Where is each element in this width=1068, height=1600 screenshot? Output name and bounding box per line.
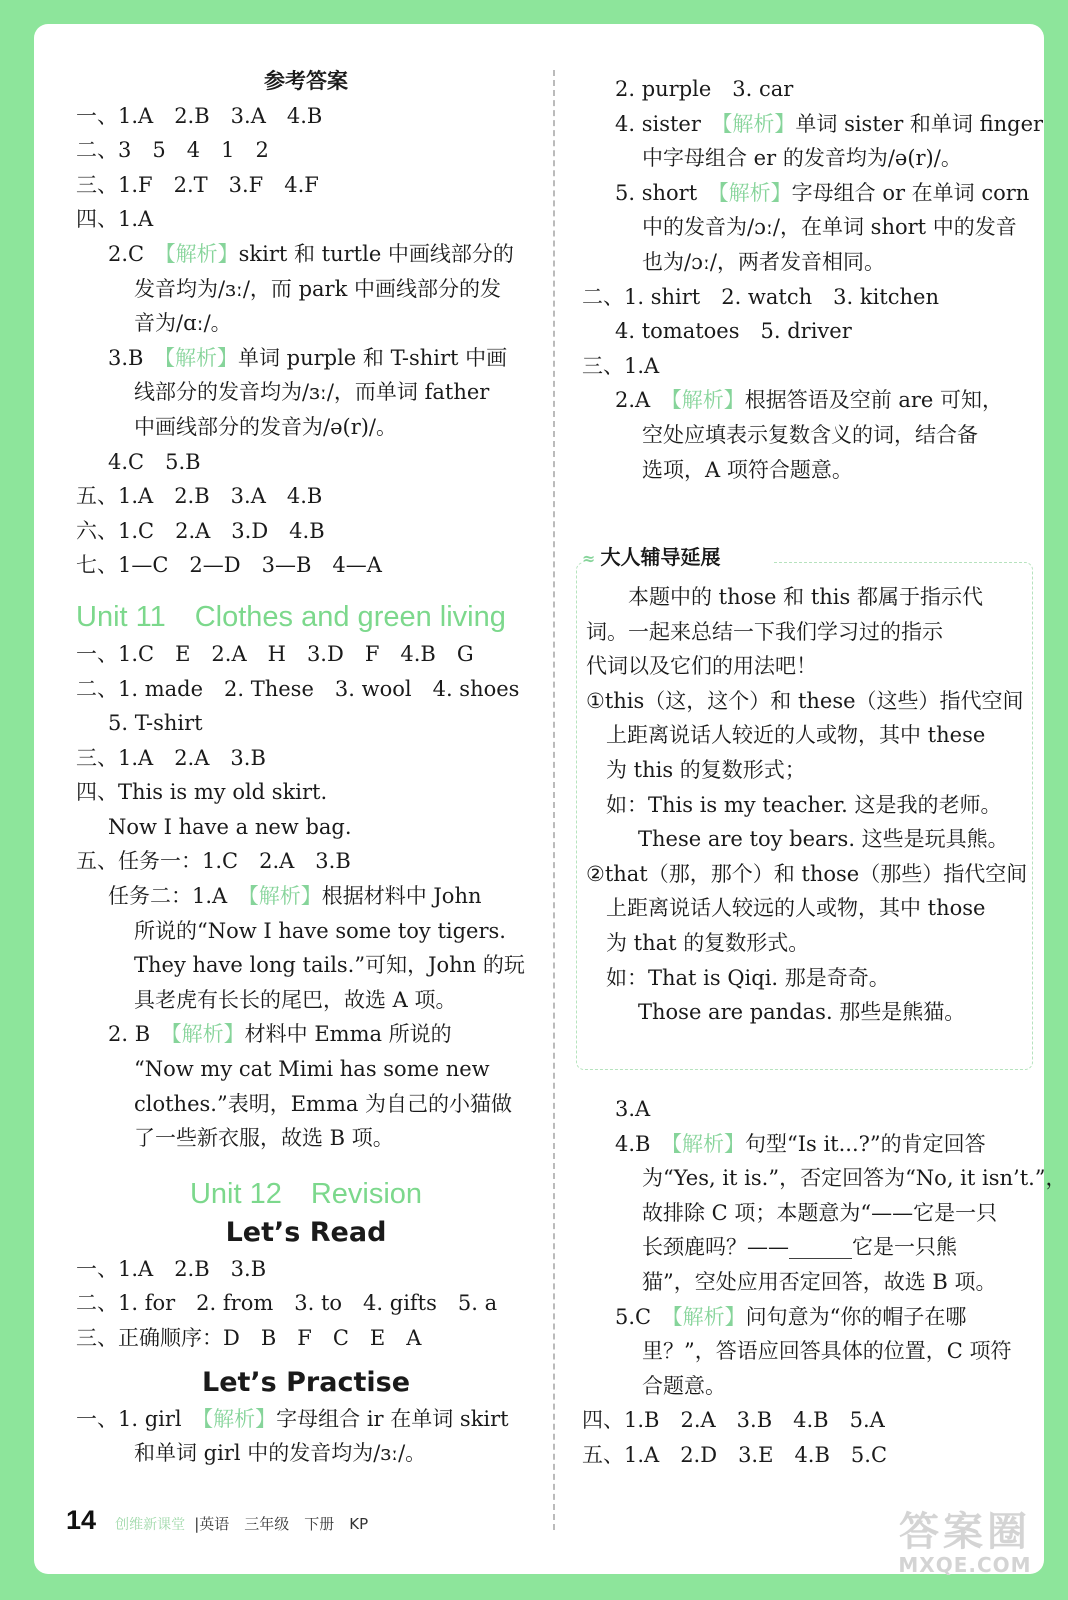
tip-line: Those are pandas. 那些是熊猫。 — [638, 1000, 966, 1025]
answer-line: 里？”，答语应回答具体的位置，C 项符 — [642, 1339, 1012, 1364]
answer-line: 为“Yes, it is.”，否定回答为“No, it isn’t.”， — [642, 1166, 1067, 1191]
answer-line: 2. B 【解析】材料中 Emma 所说的 — [108, 1022, 452, 1047]
answer-line: 空处应填表示复数含义的词，结合备 — [642, 422, 978, 447]
answer-line: 4.B 【解析】句型“Is it...?”的肯定回答 — [615, 1131, 986, 1156]
answer-line: 四、1.B 2.A 3.B 4.B 5.A — [582, 1408, 885, 1433]
watermark — [880, 1510, 1050, 1576]
answer-line: 三、1.A 2.A 3.B — [76, 745, 266, 770]
answer-line: 二、1. made 2. These 3. wool 4. shoes — [76, 676, 520, 701]
analysis-tag: 【解析】 — [671, 388, 745, 413]
left-column — [76, 64, 536, 1471]
unit-12-heading: Unit 12 Revision — [189, 1177, 423, 1210]
answer-line: 也为/ɔː/，两者发音相同。 — [642, 249, 885, 274]
answer-line: 3.A — [615, 1097, 651, 1121]
answer-line: 二、1. for 2. from 3. to 4. gifts 5. a — [76, 1291, 498, 1316]
answer-line: 中的发音为/ɔː/，在单词 short 中的发音 — [642, 215, 1017, 240]
lets-practise-heading: Let’s Practise — [201, 1366, 411, 1398]
column-divider — [553, 70, 555, 1530]
answer-line: 二、3 5 4 1 2 — [76, 138, 269, 163]
tip-line: ②that（那，那个）和 those（那些）指代空间 — [586, 861, 1028, 886]
answer-line: 所说的“Now I have some toy tigers. — [134, 918, 506, 943]
answer-line: 了一些新衣服，故选 B 项。 — [134, 1126, 394, 1151]
parent-tip-title: 大人辅导延展 — [600, 545, 721, 569]
right-column — [582, 72, 1044, 487]
page-footer — [66, 1505, 368, 1541]
answer-line: 选项，A 项符合题意。 — [642, 457, 853, 482]
answer-line: 四、1.A — [76, 207, 154, 232]
answer-line: 线部分的发音均为/ɜː/，而单词 father — [134, 380, 490, 405]
analysis-tag: 【解析】 — [672, 1304, 746, 1329]
right-column-bottom — [582, 1092, 1067, 1473]
tip-line: 上距离说话人较远的人或物，其中 those — [606, 896, 986, 921]
answer-line: 五、1.A 2.D 3.E 4.B 5.C — [582, 1442, 888, 1467]
page-number: 14 — [66, 1505, 97, 1535]
answer-line: They have long tails.”可知，John 的玩 — [134, 953, 525, 978]
analysis-tag: 【解析】 — [165, 241, 239, 266]
answer-line: 三、1.A — [582, 353, 660, 378]
tip-line: 代词以及它们的用法吧！ — [586, 654, 817, 679]
answer-line: 故排除 C 项；本题意为“——它是一只 — [642, 1200, 998, 1225]
analysis-tag: 【解析】 — [202, 1406, 277, 1431]
answer-line: 五、1.A 2.B 3.A 4.B — [76, 484, 323, 509]
answer-line: 5.C 【解析】问句意为“你的帽子在哪 — [615, 1304, 967, 1329]
answer-line: 一、1. girl 【解析】字母组合 ir 在单词 skirt — [76, 1406, 509, 1431]
answer-line: 中画线部分的发音为/ə(r)/。 — [134, 414, 398, 439]
tip-line: 词。一起来总结一下我们学习过的指示 — [586, 619, 943, 644]
analysis-tag: 【解析】 — [248, 884, 322, 909]
unit-11-heading: Unit 11 Clothes and green living — [76, 600, 506, 633]
answer-line: 中字母组合 er 的发音均为/ə(r)/。 — [642, 146, 962, 171]
tip-line: 为 this 的复数形式； — [606, 757, 806, 782]
answer-line: 四、This is my old skirt. — [76, 780, 328, 805]
analysis-tag: 【解析】 — [171, 1022, 245, 1047]
tip-line: ①this（这，这个）和 these（这些）指代空间 — [586, 688, 1024, 713]
lets-read-heading: Let’s Read — [225, 1216, 387, 1248]
answer-line: 一、1.A 2.B 3.A 4.B — [76, 103, 323, 128]
answer-line: “Now my cat Mimi has some new — [134, 1057, 490, 1082]
tip-line: 如：This is my teacher. 这是我的老师。 — [606, 792, 1002, 817]
answer-line: 5. short 【解析】字母组合 or 在单词 corn — [615, 180, 1030, 205]
parent-tip-header — [582, 541, 772, 573]
answer-line: 4. sister 【解析】单词 sister 和单词 finger — [615, 111, 1044, 136]
answer-line: 4. tomatoes 5. driver — [615, 319, 852, 344]
answer-line: 二、1. shirt 2. watch 3. kitchen — [582, 284, 939, 309]
analysis-tag: 【解析】 — [721, 111, 796, 136]
answer-line: 音为/ɑː/。 — [134, 311, 232, 336]
answer-line: 六、1.C 2.A 3.D 4.B — [76, 518, 325, 543]
answer-line: 猫”，空处应用否定回答，故选 B 项。 — [642, 1269, 997, 1294]
answer-line: 3.B 【解析】单词 purple 和 T-shirt 中画 — [108, 345, 508, 370]
answer-line: 4.C 5.B — [108, 449, 201, 474]
brand-name: 创维新课堂 — [115, 1517, 186, 1533]
wave-icon: ≈ — [582, 549, 596, 568]
answer-line: 五、任务一：1.C 2.A 3.B — [76, 849, 351, 874]
tip-line: 如：That is Qiqi. 那是奇奇。 — [606, 965, 890, 990]
watermark-main: 答案圈 — [899, 1509, 1031, 1555]
answer-line: 2.C 【解析】skirt 和 turtle 中画线部分的 — [108, 241, 514, 266]
answer-line: 一、1.C E 2.A H 3.D F 4.B G — [76, 641, 474, 666]
answer-line: 七、1—C 2—D 3—B 4—A — [76, 553, 382, 578]
answer-line: clothes.”表明，Emma 为自己的小猫做 — [134, 1091, 513, 1116]
answer-line: 三、1.F 2.T 3.F 4.F — [76, 172, 319, 197]
answer-line: 任务二：1.A 【解析】根据材料中 John — [108, 884, 482, 909]
book-info: |英语 三年级 下册 KP — [194, 1515, 369, 1533]
answer-line: 2. purple 3. car — [615, 77, 794, 101]
analysis-tag: 【解析】 — [671, 1131, 745, 1156]
parent-tip-content — [586, 580, 1026, 1030]
answer-line: 和单词 girl 中的发音均为/ɜː/。 — [134, 1441, 427, 1466]
answer-line: 一、1.A 2.B 3.B — [76, 1256, 267, 1281]
tip-line: 为 that 的复数形式。 — [606, 930, 810, 955]
analysis-tag: 【解析】 — [164, 345, 238, 370]
answer-line: 5. T-shirt — [108, 711, 203, 736]
tip-line: 上距离说话人较近的人或物，其中 these — [606, 723, 986, 748]
tip-line: 本题中的 those 和 this 都属于指示代 — [628, 585, 983, 609]
answer-line: 2.A 【解析】根据答语及空前 are 可知， — [615, 388, 1004, 413]
tip-line: These are toy bears. 这些是玩具熊。 — [638, 827, 1009, 852]
answer-title: 参考答案 — [264, 69, 348, 93]
answer-line: 发音均为/ɜː/，而 park 中画线部分的发 — [134, 276, 501, 301]
answer-line: 长颈鹿吗？——______它是一只熊 — [642, 1235, 957, 1260]
analysis-tag: 【解析】 — [718, 180, 792, 205]
answer-line: 合题意。 — [642, 1373, 726, 1398]
watermark-url: MXQE.COM — [898, 1553, 1032, 1577]
answer-line: 三、正确顺序：D B F C E A — [76, 1326, 422, 1350]
answer-line: 具老虎有长长的尾巴，故选 A 项。 — [134, 987, 457, 1012]
answer-line: Now I have a new bag. — [108, 814, 352, 839]
